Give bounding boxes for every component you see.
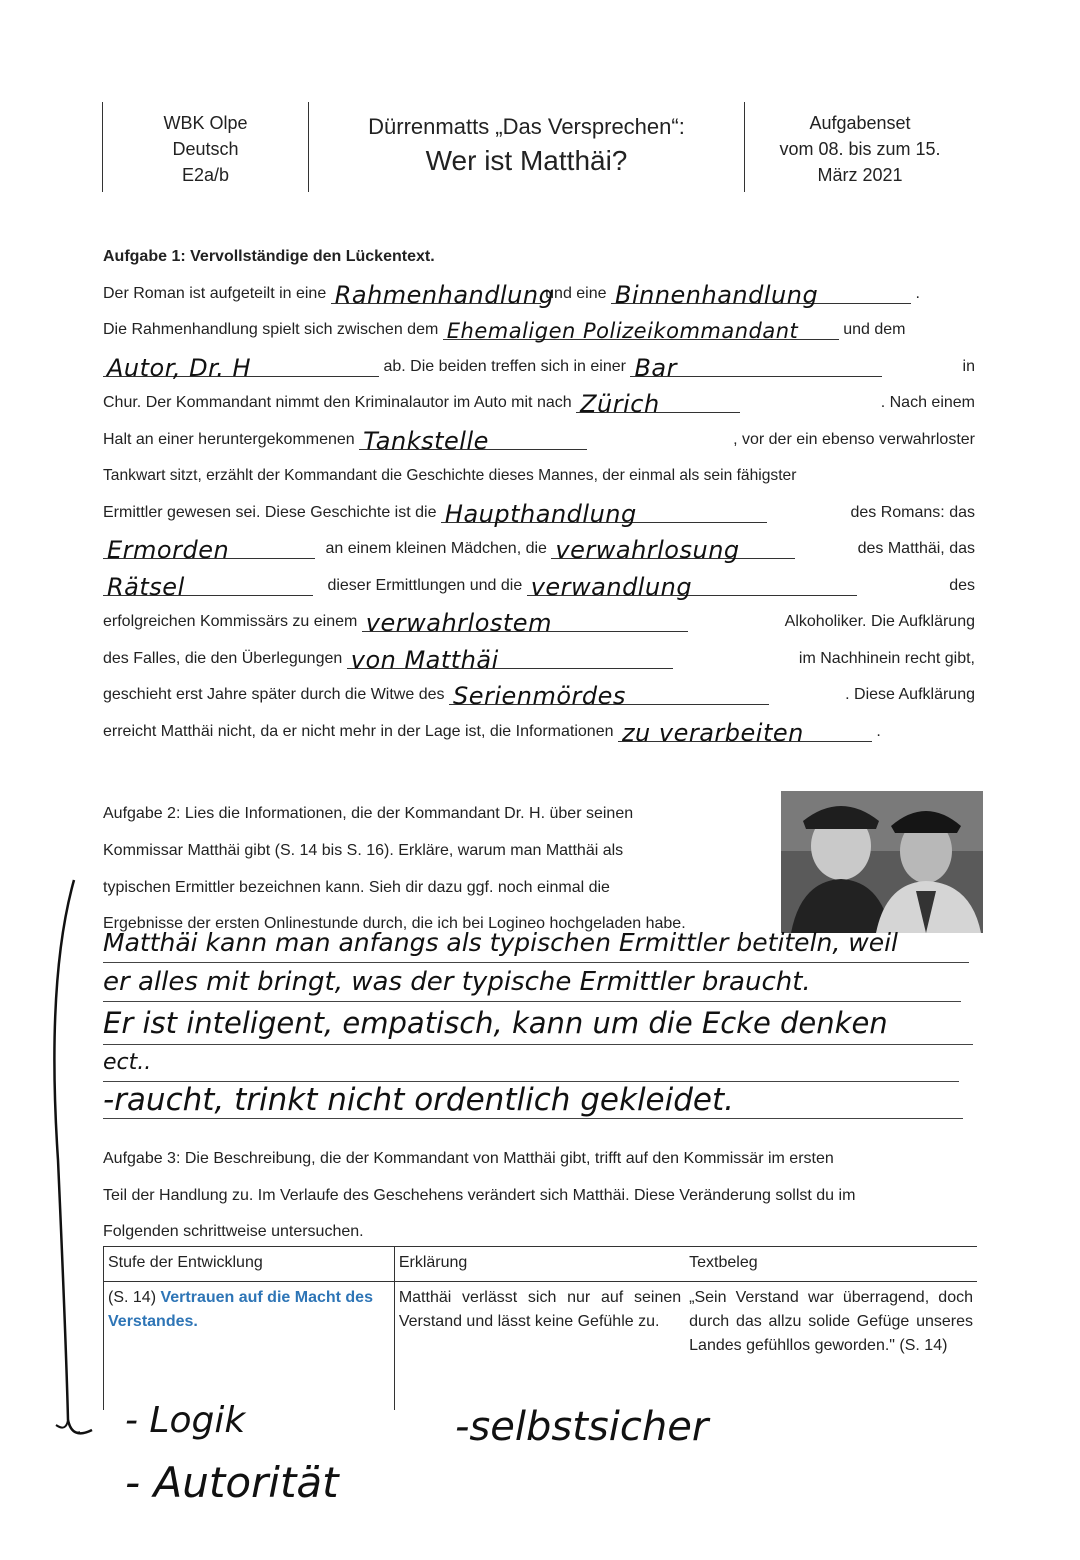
stage-page: (S. 14) [108,1289,157,1306]
handwritten-fill: Autor, Dr. H [107,354,252,382]
cloze-line-3 [103,354,975,382]
cloze-text: des Romans: das [850,504,975,521]
cloze-text: an einem kleinen Mädchen, die [325,540,547,557]
task3-line: Folgenden schrittweise untersuchen. [103,1223,364,1240]
task2-line: Kommissar Matthäi gibt (S. 14 bis S. 16). Erkläre, warum man Matthäi als [103,841,624,859]
cloze-line-8 [103,536,975,564]
handwritten-fill: verwahrlostem [365,609,552,637]
handwritten-fill: Haupthandlung [444,500,637,528]
cloze-text: in [962,358,975,375]
handwritten-fill: Ehemaligen Polizeikommandant [446,319,799,343]
task1-heading [103,247,975,267]
cloze-text: ab. Die beiden treffen sich in einer [383,358,626,375]
cloze-text: und dem [843,321,906,338]
cloze-blank [527,573,857,601]
table-header-row [104,1247,978,1282]
cloze-text: . Nach einem [880,394,975,411]
handwritten-fill: Bar [634,354,677,382]
quote-cell: „Sein Verstand war überragend, doch durch das allzu solide Gefüge unseres Landes gefühllos geworden." (S. 14) [689,1289,973,1354]
handwritten-answer-line: Er ist inteligent, empatisch, kann um die Ecke denken [103,1006,888,1040]
film-still-photo [781,791,983,933]
handwritten-answer-line: Matthäi kann man anfangs als typischen Ermittler betiteln, weil [103,928,898,957]
handwritten-fill: verwahrlosung [555,536,740,564]
answer-ruled-line [103,1000,961,1002]
cloze-blank [103,573,313,601]
cloze-blank [611,281,911,309]
handwritten-note: -selbstsicher [455,1404,709,1450]
cloze-line-6 [103,466,975,486]
task3-label: Aufgabe 3: [103,1150,181,1167]
handwritten-fill: Rätsel [107,573,185,601]
cloze-line-11 [103,646,975,674]
handwritten-note: - Autorität [125,1458,339,1507]
set-range: vom 08. bis zum 15. [779,139,941,159]
cloze-blank [630,354,882,382]
page-title: Wer ist Matthäi? [425,145,628,176]
cloze-blank [103,536,315,564]
handwritten-fill: Binnenhandlung [614,281,819,309]
cloze-text: . [915,285,920,302]
handwritten-fill: Rahmenhandlung [334,281,555,309]
cloze-text: Alkoholiker. Die Aufklärung [784,613,975,630]
task1-label: Aufgabe 1: [103,248,186,265]
school-name: WBK Olpe [163,113,248,133]
cloze-text: des Matthäi, das [857,540,975,557]
handwritten-fill: Ermorden [107,536,230,564]
handwritten-fill: von Matthäi [350,646,499,674]
cloze-text: Ermittler gewesen sei. Diese Geschichte ist die [103,504,437,521]
film-still-illustration [781,791,983,933]
cloze-text: geschieht erst Jahre später durch die Witwe des [103,686,445,703]
cloze-text: dieser Ermittlungen und die [327,577,523,594]
cloze-line-2 [103,319,975,343]
handwritten-fill: zu verarbeiten [621,719,804,747]
cloze-text: Der Roman ist aufgeteilt in eine [103,285,327,302]
cloze-line-9 [103,573,975,601]
cloze-line-13 [103,719,975,747]
cloze-blank [359,427,587,455]
cloze-blank [362,609,688,637]
cloze-text: und eine [545,285,607,302]
handwritten-answer-line: ect.. [103,1050,152,1075]
cloze-line-4 [103,390,975,418]
table-header-cell: Stufe der Entwicklung [104,1247,395,1282]
title-line-1: Dürrenmatts „Das Versprechen“: [368,114,685,139]
task3-line: Die Beschreibung, die der Kommandant von Matthäi gibt, trifft auf den Kommissär im ersten [184,1150,834,1167]
cloze-blank [618,719,872,747]
handwritten-fill: Zürich [580,390,660,418]
task2-prompt [103,796,765,943]
cloze-line-1 [103,281,975,309]
stage-text: Vertrauen auf die Macht des Verstandes. [108,1289,373,1330]
cloze-text: . Diese Aufklärung [845,686,975,703]
subject-name: Deutsch [172,139,239,159]
handwritten-answer-line: er alles mit bringt, was der typische Ermittler braucht. [103,967,811,997]
cloze-line-12 [103,682,975,710]
task2-line: typischen Ermittler bezeichnen kann. Sieh dir dazu ggf. noch einmal die [103,878,610,896]
cloze-blank [449,682,769,710]
cloze-blank [551,536,795,564]
cloze-line-7 [103,500,975,528]
cloze-text: im Nachhinein recht gibt, [798,650,975,667]
task3-prompt [103,1141,975,1251]
task1-instruction: Vervollständige den Lückentext. [190,248,435,265]
cloze-blank [441,500,767,528]
cloze-text: Tankwart sitzt, erzählt der Kommandant die Geschichte dieses Mannes, der einmal als sein fähigster [103,467,797,484]
cloze-text: des Falles, die den Überlegungen [103,650,343,667]
cloze-text: erfolgreichen Kommissärs zu einem [103,613,358,630]
cloze-blank [103,354,379,382]
handwritten-fill: Serienmördes [452,682,626,710]
cloze-blank [331,281,555,309]
explanation-cell: Matthäi verlässt sich nur auf seinen Verstand und lässt keine Gefühle zu. [398,1289,682,1330]
header-school-block [103,110,308,202]
cloze-text: Chur. Der Kommandant nimmt den Kriminalautor im Auto mit nach [103,394,572,411]
cloze-text: des [949,577,975,594]
set-label: Aufgabenset [809,113,911,133]
task3-line: Teil der Handlung zu. Im Verlaufe des Geschehens verändert sich Matthäi. Diese Veränderung sollst du im [103,1186,856,1204]
cloze-blank [443,319,839,343]
development-table [103,1246,977,1410]
handwritten-note: - Logik [125,1400,246,1441]
handwritten-answer-line: -raucht, trinkt nicht ordentlich gekleidet. [103,1082,735,1118]
cloze-text: , vor der ein ebenso verwahrloster [733,431,975,448]
cloze-text: Die Rahmenhandlung spielt sich zwischen dem [103,321,439,338]
handwritten-fill: verwandlung [530,573,693,601]
table-header-cell: Textbeleg [685,1247,977,1282]
task2-label: Aufgabe 2: [103,805,181,822]
header-date-block [745,110,975,202]
cloze-blank [576,390,740,418]
cloze-text: . [876,723,881,740]
answer-ruled-line [103,1043,973,1045]
handwritten-fill: Tankstelle [363,427,489,455]
course-name: E2a/b [181,165,230,185]
table-header-cell: Erklärung [394,1247,685,1282]
task2-line: Ergebnisse der ersten Onlinestunde durch, die ich bei Logineo hochgeladen habe. [103,915,686,933]
cloze-line-10 [103,609,975,637]
set-month: März 2021 [817,165,903,185]
header-title-block [309,112,744,204]
cloze-blank [347,646,673,674]
cloze-line-5 [103,427,975,455]
answer-ruled-line [103,961,969,963]
cloze-text: Halt an einer heruntergekommenen [103,431,355,448]
stage-cell [104,1282,395,1410]
task2-line: Lies die Informationen, die der Kommandant Dr. H. über seinen [184,805,634,822]
table-row [104,1282,978,1410]
cloze-text: erreicht Matthäi nicht, da er nicht mehr in der Lage ist, die Informationen [103,723,614,740]
